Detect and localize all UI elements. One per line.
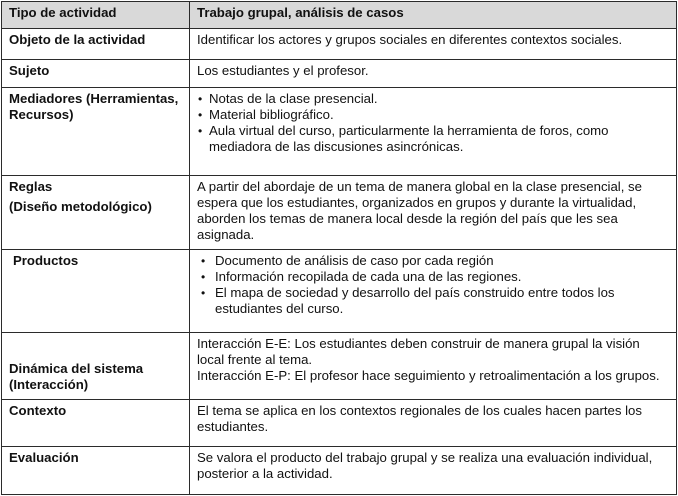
dinamica-interaccion-ee: Interacción E-E: Los estudiantes deben construir de manera grupal la visión local frente al tema. xyxy=(197,336,640,368)
list-item: • Notas de la clase presencial. xyxy=(197,91,670,107)
label-evaluacion: Evaluación xyxy=(2,447,190,495)
label-reglas-line1: Reglas xyxy=(9,178,53,194)
table-row-evaluacion xyxy=(2,447,677,495)
value-mediadores xyxy=(190,87,677,175)
table-row-mediadores xyxy=(2,87,677,175)
list-item: • El mapa de sociedad y desarrollo del país construido entre todos los estudiantes del curso. xyxy=(197,285,670,317)
label-dinamica-line1: Dinámica del sistema xyxy=(9,360,144,376)
label-mediadores xyxy=(2,87,190,175)
list-item: • Documento de análisis de caso por cada región xyxy=(197,253,670,269)
table-row-contexto xyxy=(2,399,677,446)
label-mediadores-line2: Recursos) xyxy=(9,106,74,122)
table-row-objeto xyxy=(2,29,677,59)
value-contexto: El tema se aplica en los contextos regionales de los cuales hacen partes los estudiantes. xyxy=(190,399,677,446)
table-row-header xyxy=(2,2,677,29)
label-objeto: Objeto de la actividad xyxy=(2,29,190,59)
value-objeto: Identificar los actores y grupos sociales en diferentes contextos sociales. xyxy=(190,29,677,59)
header-trabajo-grupal: Trabajo grupal, análisis de casos xyxy=(190,2,677,29)
table-row-dinamica xyxy=(2,333,677,400)
table-row-sujeto xyxy=(2,59,677,87)
activity-table xyxy=(1,1,677,495)
list-item: • Material bibliográfico. xyxy=(197,107,670,123)
header-tipo-actividad: Tipo de actividad xyxy=(2,2,190,29)
label-reglas-line2: (Diseño metodológico) xyxy=(9,198,152,214)
table-row-productos xyxy=(2,250,677,333)
value-productos xyxy=(190,250,677,333)
value-evaluacion: Se valora el producto del trabajo grupal y se realiza una evaluación individual, posterior a la actividad. xyxy=(190,447,677,495)
label-reglas xyxy=(2,175,190,250)
list-item: • Información recopilada de cada una de las regiones. xyxy=(197,269,670,285)
label-sujeto: Sujeto xyxy=(2,59,190,87)
dinamica-interaccion-ep: Interacción E-P: El profesor hace seguimiento y retroalimentación a los grupos. xyxy=(197,368,660,384)
label-dinamica xyxy=(2,333,190,400)
label-dinamica-line2: (Interacción) xyxy=(9,376,89,392)
label-productos: Productos xyxy=(2,250,190,333)
list-item: • Aula virtual del curso, particularmente la herramienta de foros, como mediadora de las discusiones asincrónicas. xyxy=(197,123,670,155)
label-contexto: Contexto xyxy=(2,399,190,446)
table-row-reglas xyxy=(2,175,677,250)
mediadores-list xyxy=(197,91,670,155)
value-sujeto: Los estudiantes y el profesor. xyxy=(190,59,677,87)
value-dinamica xyxy=(190,333,677,400)
value-reglas: A partir del abordaje de un tema de manera global en la clase presencial, se espera que los estudiantes, organizados en grupos y durante la virtualidad, aborden los temas de manera local desde la región del país que les sea asignada. xyxy=(190,175,677,250)
productos-list xyxy=(197,253,670,317)
label-mediadores-line1: Mediadores (Herramientas, xyxy=(9,90,179,106)
